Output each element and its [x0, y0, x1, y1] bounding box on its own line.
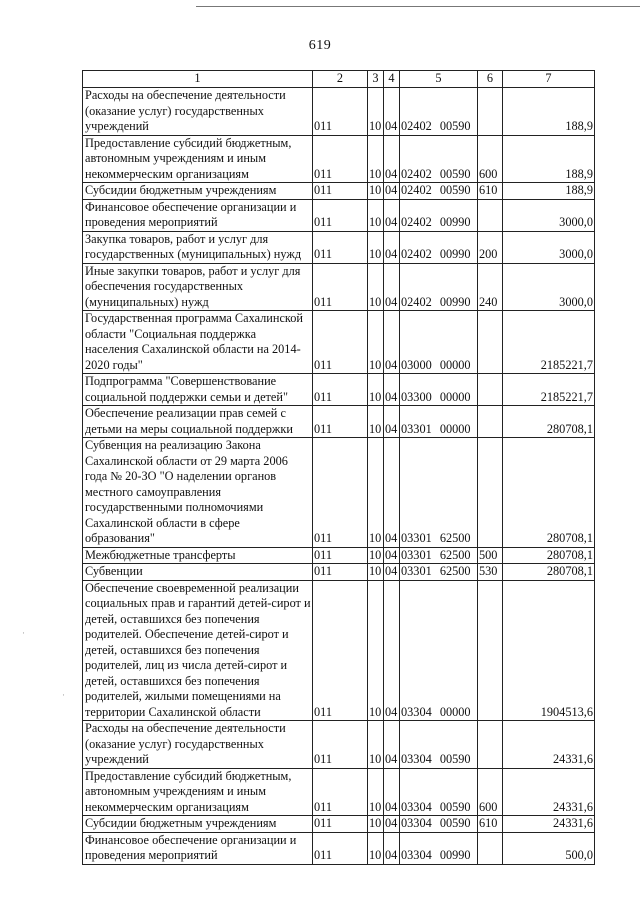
ministry-code-cell: 011	[313, 311, 368, 374]
row-name-cell: Иные закупки товаров, работ и услуг для обеспечения государственных (муниципальных) нужд	[83, 263, 313, 311]
section-code-cell: 10	[368, 547, 384, 564]
section-code-cell: 10	[368, 311, 384, 374]
row-name-cell: Финансовое обеспечение организации и проведения мероприятий	[83, 832, 313, 864]
table-row	[83, 580, 595, 721]
subsection-code-cell: 04	[384, 88, 400, 136]
expense-type-cell	[478, 374, 503, 406]
section-code-cell: 10	[368, 438, 384, 548]
row-name-cell: Предоставление субсидий бюджетным, автономным учреждениям и иным некоммерческим организациям	[83, 768, 313, 816]
target-article-cell: 02402 00990	[400, 199, 478, 231]
column-header: 3	[368, 71, 384, 88]
row-name-cell: Расходы на обеспечение деятельности (оказание услуг) государственных учреждений	[83, 721, 313, 769]
row-name-cell: Субсидии бюджетным учреждениям	[83, 183, 313, 200]
subsection-code-cell: 04	[384, 311, 400, 374]
section-code-cell: 10	[368, 564, 384, 581]
row-name-cell: Финансовое обеспечение организации и проведения мероприятий	[83, 199, 313, 231]
expense-type-cell	[478, 199, 503, 231]
amount-cell: 3000,0	[503, 199, 595, 231]
row-name-cell: Предоставление субсидий бюджетным, автономным учреждениям и иным некоммерческим организациям	[83, 135, 313, 183]
expense-type-cell	[478, 311, 503, 374]
table-row	[83, 438, 595, 548]
table-row	[83, 199, 595, 231]
target-article-cell: 02402 00590	[400, 135, 478, 183]
expense-type-cell: 530	[478, 564, 503, 581]
row-name-cell: Субвенция на реализацию Закона Сахалинской области от 29 марта 2006 года № 20-ЗО "О наделении органов местного самоуправления государственными полномочиями Сахалинской области в сфере образования"	[83, 438, 313, 548]
amount-cell: 188,9	[503, 88, 595, 136]
amount-cell: 500,0	[503, 832, 595, 864]
subsection-code-cell: 04	[384, 580, 400, 721]
subsection-code-cell: 04	[384, 438, 400, 548]
row-name-cell: Государственная программа Сахалинской области "Социальная поддержка населения Сахалинской области на 2014-2020 годы"	[83, 311, 313, 374]
ministry-code-cell: 011	[313, 832, 368, 864]
table-row	[83, 135, 595, 183]
table-row	[83, 832, 595, 864]
target-article-cell: 03304 00000	[400, 580, 478, 721]
amount-cell: 280708,1	[503, 564, 595, 581]
section-code-cell: 10	[368, 231, 384, 263]
target-article-cell: 03301 00000	[400, 406, 478, 438]
subsection-code-cell: 04	[384, 374, 400, 406]
table-row	[83, 721, 595, 769]
table-row	[83, 816, 595, 833]
expense-type-cell: 610	[478, 183, 503, 200]
ministry-code-cell: 011	[313, 580, 368, 721]
section-code-cell: 10	[368, 199, 384, 231]
section-code-cell: 10	[368, 816, 384, 833]
target-article-cell: 03304 00990	[400, 832, 478, 864]
section-code-cell: 10	[368, 135, 384, 183]
subsection-code-cell: 04	[384, 263, 400, 311]
row-name-cell: Подпрограмма "Совершенствование социальной поддержки семьи и детей"	[83, 374, 313, 406]
target-article-cell: 03301 62500	[400, 438, 478, 548]
target-article-cell: 03301 62500	[400, 564, 478, 581]
top-rule	[196, 6, 640, 7]
subsection-code-cell: 04	[384, 564, 400, 581]
subsection-code-cell: 04	[384, 135, 400, 183]
target-article-cell: 03000 00000	[400, 311, 478, 374]
amount-cell: 2185221,7	[503, 374, 595, 406]
expense-type-cell	[478, 438, 503, 548]
row-name-cell: Межбюджетные трансферты	[83, 547, 313, 564]
ministry-code-cell: 011	[313, 768, 368, 816]
expense-type-cell	[478, 580, 503, 721]
amount-cell: 24331,6	[503, 816, 595, 833]
expense-type-cell: 500	[478, 547, 503, 564]
header-row	[83, 71, 595, 88]
expense-type-cell: 200	[478, 231, 503, 263]
target-article-cell: 02402 00990	[400, 231, 478, 263]
target-article-cell: 02402 00990	[400, 263, 478, 311]
ministry-code-cell: 011	[313, 135, 368, 183]
row-name-cell: Обеспечение реализации прав семей с детьми на меры социальной поддержки	[83, 406, 313, 438]
table-row	[83, 547, 595, 564]
amount-cell: 188,9	[503, 183, 595, 200]
target-article-cell: 03304 00590	[400, 721, 478, 769]
section-code-cell: 10	[368, 406, 384, 438]
row-name-cell: Обеспечение своевременной реализации социальных прав и гарантий детей-сирот и детей, оставшихся без попечения родителей. Обеспечение детей-сирот и детей, оставшихся без попечения родителей, лиц из числа детей-сирот и детей, оставшихся без попечения родителей, жилыми помещениями на территории Сахалинской области	[83, 580, 313, 721]
margin-mark: ·	[62, 690, 65, 700]
ministry-code-cell: 011	[313, 231, 368, 263]
section-code-cell: 10	[368, 580, 384, 721]
expense-type-cell	[478, 832, 503, 864]
row-name-cell: Субвенции	[83, 564, 313, 581]
ministry-code-cell: 011	[313, 374, 368, 406]
section-code-cell: 10	[368, 88, 384, 136]
amount-cell: 3000,0	[503, 263, 595, 311]
amount-cell: 24331,6	[503, 721, 595, 769]
ministry-code-cell: 011	[313, 199, 368, 231]
target-article-cell: 02402 00590	[400, 183, 478, 200]
ministry-code-cell: 011	[313, 438, 368, 548]
table-row	[83, 231, 595, 263]
budget-table	[82, 70, 595, 865]
amount-cell: 280708,1	[503, 547, 595, 564]
amount-cell: 2185221,7	[503, 311, 595, 374]
amount-cell: 280708,1	[503, 406, 595, 438]
table-row	[83, 183, 595, 200]
section-code-cell: 10	[368, 832, 384, 864]
section-code-cell: 10	[368, 721, 384, 769]
row-name-cell: Закупка товаров, работ и услуг для государственных (муниципальных) нужд	[83, 231, 313, 263]
row-name-cell: Субсидии бюджетным учреждениям	[83, 816, 313, 833]
column-header: 7	[503, 71, 595, 88]
ministry-code-cell: 011	[313, 406, 368, 438]
page-number: 619	[308, 38, 332, 53]
target-article-cell: 02402 00590	[400, 88, 478, 136]
section-code-cell: 10	[368, 768, 384, 816]
expense-type-cell: 240	[478, 263, 503, 311]
amount-cell: 24331,6	[503, 768, 595, 816]
target-article-cell: 03304 00590	[400, 768, 478, 816]
ministry-code-cell: 011	[313, 721, 368, 769]
expense-type-cell	[478, 721, 503, 769]
ministry-code-cell: 011	[313, 88, 368, 136]
column-header: 4	[384, 71, 400, 88]
subsection-code-cell: 04	[384, 721, 400, 769]
row-name-cell: Расходы на обеспечение деятельности (оказание услуг) государственных учреждений	[83, 88, 313, 136]
table-row	[83, 768, 595, 816]
subsection-code-cell: 04	[384, 199, 400, 231]
target-article-cell: 03301 62500	[400, 547, 478, 564]
column-header: 1	[83, 71, 313, 88]
target-article-cell: 03300 00000	[400, 374, 478, 406]
subsection-code-cell: 04	[384, 768, 400, 816]
subsection-code-cell: 04	[384, 832, 400, 864]
ministry-code-cell: 011	[313, 816, 368, 833]
ministry-code-cell: 011	[313, 547, 368, 564]
expense-type-cell: 600	[478, 768, 503, 816]
ministry-code-cell: 011	[313, 564, 368, 581]
amount-cell: 3000,0	[503, 231, 595, 263]
section-code-cell: 10	[368, 183, 384, 200]
expense-type-cell	[478, 406, 503, 438]
margin-mark: ·	[22, 628, 25, 638]
amount-cell: 280708,1	[503, 438, 595, 548]
section-code-cell: 10	[368, 374, 384, 406]
amount-cell: 188,9	[503, 135, 595, 183]
expense-type-cell: 610	[478, 816, 503, 833]
table-row	[83, 88, 595, 136]
expense-type-cell: 600	[478, 135, 503, 183]
subsection-code-cell: 04	[384, 816, 400, 833]
column-header: 6	[478, 71, 503, 88]
subsection-code-cell: 04	[384, 183, 400, 200]
table-row	[83, 406, 595, 438]
subsection-code-cell: 04	[384, 547, 400, 564]
column-header: 5	[400, 71, 478, 88]
column-header: 2	[313, 71, 368, 88]
ministry-code-cell: 011	[313, 263, 368, 311]
subsection-code-cell: 04	[384, 231, 400, 263]
subsection-code-cell: 04	[384, 406, 400, 438]
table-row	[83, 374, 595, 406]
table-row	[83, 564, 595, 581]
section-code-cell: 10	[368, 263, 384, 311]
target-article-cell: 03304 00590	[400, 816, 478, 833]
table-body	[83, 88, 595, 865]
table-row	[83, 311, 595, 374]
ministry-code-cell: 011	[313, 183, 368, 200]
expense-type-cell	[478, 88, 503, 136]
amount-cell: 1904513,6	[503, 580, 595, 721]
table-row	[83, 263, 595, 311]
